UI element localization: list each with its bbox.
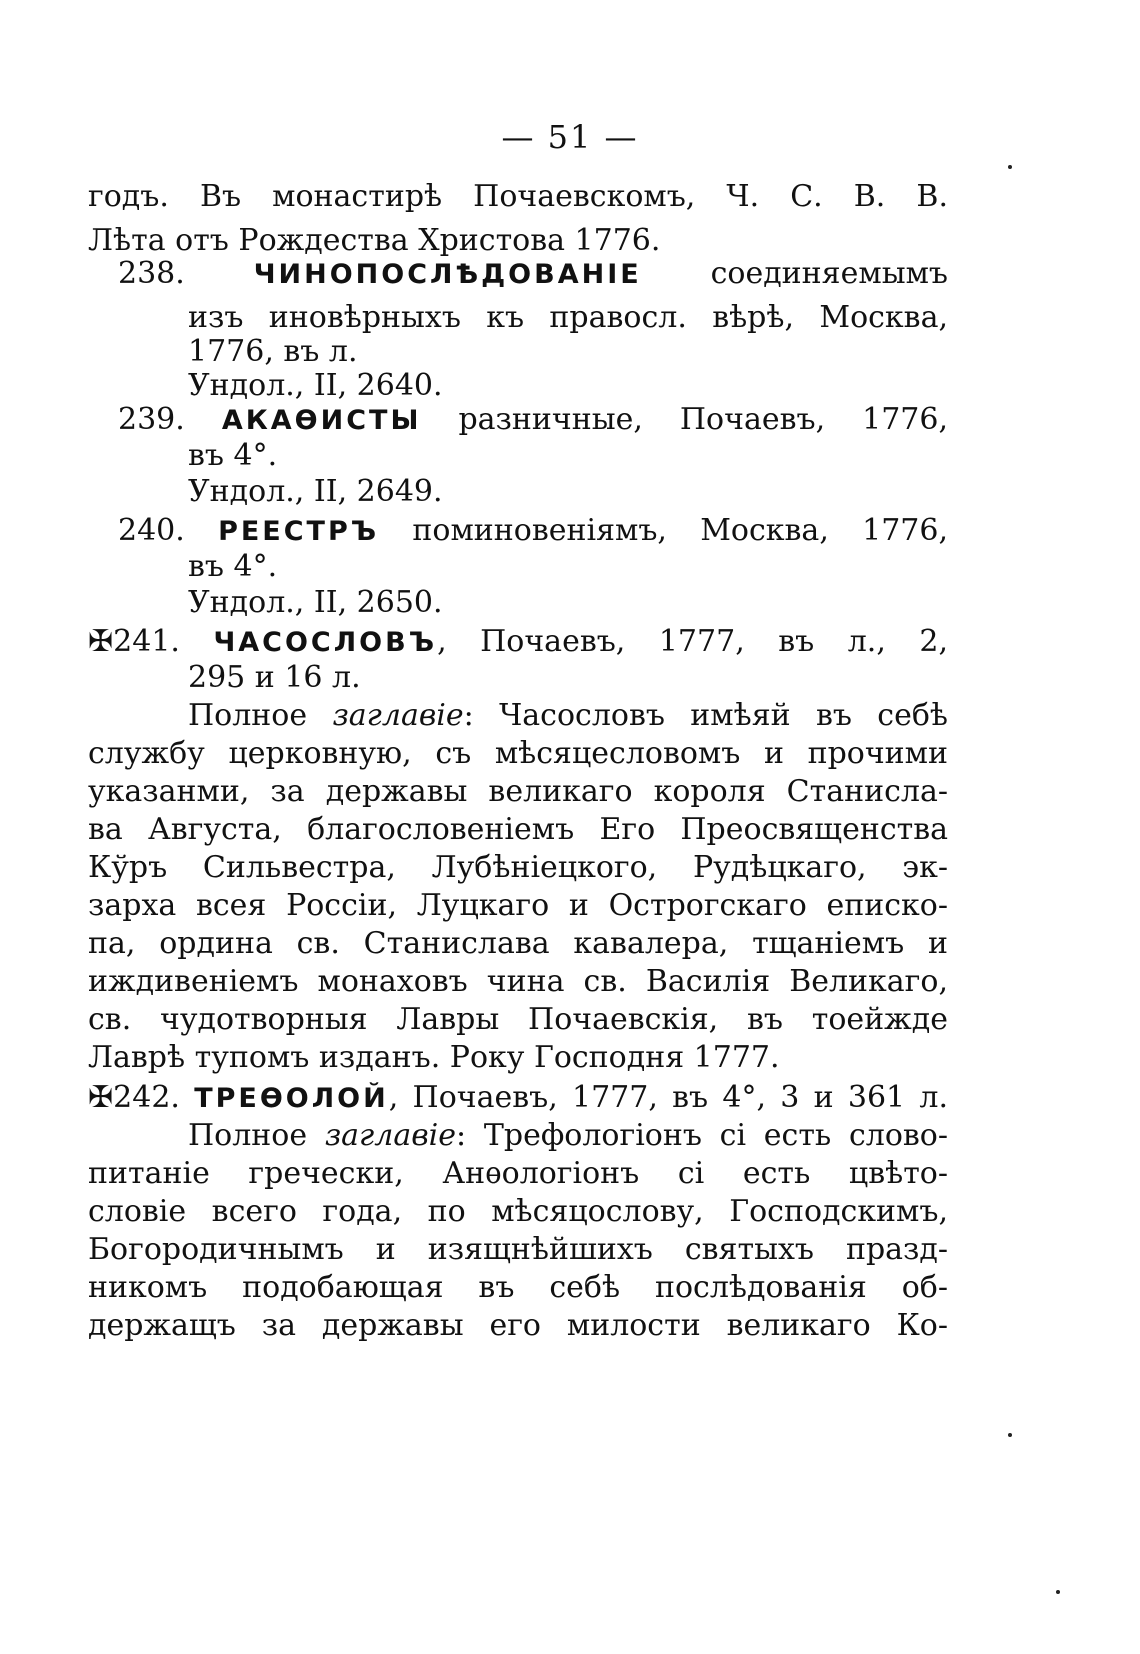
text-line: указанми, за державы великаго короля Станисла- — [88, 774, 948, 809]
entry-text: соединяемымъ — [710, 256, 948, 291]
entry-title: ЧИНОПОСЛѢДОВАНІЕ — [253, 259, 642, 290]
text: : Часословъ имѣяй въ себѣ — [463, 698, 948, 733]
entry-text: разничные, Почаевъ, 1776, — [458, 402, 948, 437]
entry-text: , Почаевъ, 1777, въ л., 2, — [437, 624, 948, 659]
entry-title: АКАѲИСТЫ — [221, 405, 422, 436]
text-line: словіе всего года, по мѣсяцослову, Господскимъ, — [88, 1194, 948, 1229]
text-line: питаніе гречески, Анѳологіонъ сі есть цвѣто- — [88, 1156, 948, 1191]
entry-text: поминовеніямъ, Москва, 1776, — [412, 513, 948, 548]
text-line: св. чудотворныя Лавры Почаевскія, въ тоейжде — [88, 1002, 948, 1037]
entry-238-heading — [118, 252, 948, 296]
entry-text: , Почаевъ, 1777, въ 4°, 3 и 361 л. — [388, 1080, 948, 1115]
text-line: 1776, въ л. — [188, 334, 358, 369]
speck — [1008, 1433, 1012, 1437]
text-line: ва Августа, благословеніемъ Его Преосвященства — [88, 812, 948, 847]
reference: Ундол., II, 2649. — [188, 474, 443, 509]
text-line: зарха всея Россіи, Луцкаго и Острогскаго еписко- — [88, 888, 948, 923]
entry-title: РЕЕСТРЪ — [218, 516, 380, 547]
text-line: держащъ за державы его милости великаго Ко- — [88, 1308, 948, 1343]
cross-mark-icon: ✠ — [88, 624, 114, 659]
text-line: изъ иновѣрныхъ къ правосл. вѣрѣ, Москва, — [188, 300, 948, 335]
page-number: — 51 — — [501, 118, 639, 156]
speck — [1056, 1590, 1060, 1594]
entry-title: ЧАСОСЛОВЪ — [213, 627, 438, 658]
text-line: Лаврѣ тупомъ изданъ. Року Господня 1777. — [88, 1040, 780, 1075]
label: Полное — [188, 698, 333, 733]
entry-number: 241. — [113, 624, 180, 659]
text-line: годъ. Въ монастирѣ Почаевскомъ, Ч. С. В. В. — [88, 179, 948, 214]
label-italic: заглавіе — [332, 698, 464, 733]
text-line: па, ордина св. Станислава кавалера, тщаніемъ и — [88, 926, 948, 961]
text-line: въ 4°. — [188, 549, 278, 584]
text: : Трефологіонъ сі есть слово- — [456, 1118, 948, 1153]
text-line: въ 4°. — [188, 438, 278, 473]
entry-number: 242. — [113, 1080, 180, 1115]
text-line: никомъ подобающая въ себѣ послѣдованія об- — [88, 1270, 948, 1305]
text-line: 295 и 16 л. — [188, 660, 361, 695]
reference: Ундол., II, 2640. — [188, 368, 443, 403]
entry-number: 240. — [118, 513, 185, 548]
entry-number: 239. — [118, 402, 185, 437]
label: Полное — [188, 1118, 325, 1153]
label-italic: заглавіе — [324, 1118, 457, 1153]
speck — [1008, 165, 1012, 169]
entry-number: 238. — [118, 256, 185, 291]
text-line: Лѣта отъ Рождества Христова 1776. — [88, 223, 661, 258]
entry-title: ТРЕѲОЛОЙ — [194, 1083, 389, 1114]
text-line: иждивеніемъ монаховъ чина св. Василія Великаго, — [88, 964, 948, 999]
text-line: Кўръ Сильвестра, Лубѣніецкого, Рудѣцкаго, эк- — [88, 850, 948, 885]
text-line: Богородичнымъ и изящнѣйшихъ святыхъ празд- — [88, 1232, 948, 1267]
cross-mark-icon: ✠ — [88, 1080, 114, 1115]
reference: Ундол., II, 2650. — [188, 585, 443, 620]
text-line: службу церковную, съ мѣсяцесловомъ и прочими — [88, 736, 948, 771]
